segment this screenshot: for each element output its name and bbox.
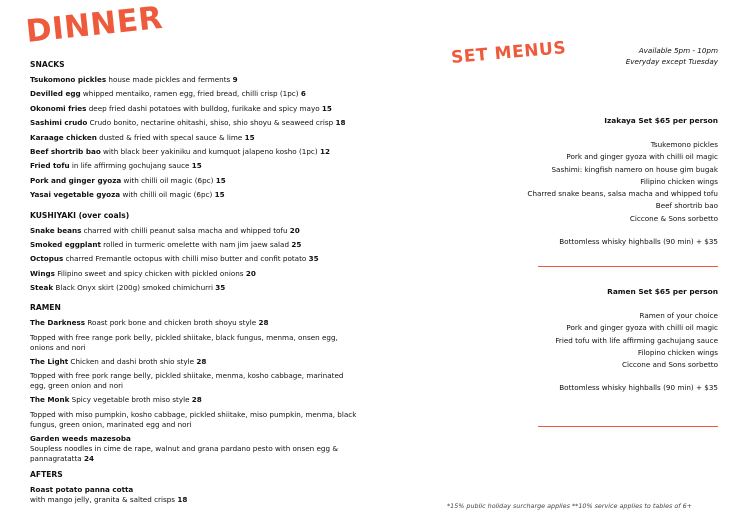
dinner-menu bbox=[30, 60, 360, 509]
menu-item-panna-cotta bbox=[30, 485, 360, 505]
item-price: 25 bbox=[291, 239, 302, 249]
item-price: 28 bbox=[196, 356, 207, 366]
item-name: Beef shortrib bao bbox=[30, 146, 101, 156]
divider bbox=[538, 266, 718, 267]
item-name: Snake beans bbox=[30, 225, 82, 235]
menu-item bbox=[30, 118, 360, 128]
item-desc: Spicy vegetable broth miso style bbox=[69, 395, 192, 405]
item-toppings: Topped with free pork range belly, pickled shiitake, menma, kosho cabbage, marinated egg, green onion and nori bbox=[30, 371, 344, 391]
item-name: Sashimi crudo bbox=[30, 118, 88, 128]
item-price: 15 bbox=[215, 175, 226, 185]
snacks-heading: SNACKS bbox=[30, 60, 65, 69]
item-price: 15 bbox=[191, 161, 202, 171]
item-desc: charred with chilli peanut salsa macha and whipped tofu bbox=[81, 225, 290, 235]
item-name: Smoked eggplant bbox=[30, 239, 101, 249]
menu-item bbox=[30, 89, 360, 99]
item-name: Karaage chicken bbox=[30, 132, 97, 142]
afters-heading: AFTERS bbox=[30, 470, 63, 480]
menu-item bbox=[30, 104, 360, 114]
menu-item bbox=[30, 395, 360, 405]
kushiyaki-heading: KUSHIYAKI (over coals) bbox=[30, 210, 130, 220]
set-menu-item: Tsukemono pickles bbox=[650, 140, 718, 149]
menu-item bbox=[30, 147, 360, 157]
izakaya-set-extra: Bottomless whisky highballs (90 min) + $35 bbox=[559, 237, 718, 247]
item-price: 9 bbox=[232, 75, 238, 84]
set-menu-item: Sashimi: kingfish namero on house gim bugak bbox=[551, 164, 718, 174]
item-name: Steak bbox=[30, 283, 54, 293]
item-desc: Black Onyx skirt (200g) smoked chimichurri bbox=[53, 283, 216, 293]
item-name: Garden weeds mazesoba bbox=[30, 433, 131, 443]
item-price: 20 bbox=[245, 268, 256, 278]
ramen-set-items bbox=[555, 310, 718, 371]
item-price: 35 bbox=[308, 254, 319, 264]
set-menu-item: Filipino chicken wings bbox=[640, 176, 718, 186]
item-price: 28 bbox=[258, 318, 269, 328]
item-price: 28 bbox=[191, 395, 202, 405]
item-price: 6 bbox=[300, 89, 306, 99]
item-name: Tsukomono pickles bbox=[30, 75, 107, 84]
set-menu-item: Beef shortrib bao bbox=[655, 201, 718, 211]
item-name: Fried tofu bbox=[30, 161, 70, 171]
item-name: Roast potato panna cotta bbox=[30, 485, 134, 495]
izakaya-set-items bbox=[527, 139, 718, 225]
item-price: 18 bbox=[335, 118, 346, 128]
ramen-set-title: Ramen Set $65 per person bbox=[607, 287, 718, 296]
item-desc: in life affirming gochujang sauce bbox=[69, 161, 192, 171]
item-desc: with mango jelly, granita & salted crisps bbox=[30, 495, 178, 505]
item-price: 15 bbox=[244, 132, 255, 142]
item-toppings: Topped with free range pork belly, pickled shiitake, black fungus, menma, onsen egg, onions and nori bbox=[30, 332, 338, 352]
menu-item bbox=[30, 133, 360, 143]
item-name: Pork and ginger gyoza bbox=[30, 175, 122, 185]
item-toppings: Topped with miso pumpkin, kosho cabbage, pickled shiitake, miso pumpkin, menma, black fungus, green onion, marinated egg and nori bbox=[30, 409, 357, 429]
divider bbox=[538, 426, 718, 427]
set-menu-item: Pork and ginger gyoza with chilli oil magic bbox=[566, 152, 718, 162]
item-price: 18 bbox=[177, 495, 188, 505]
menu-item bbox=[30, 176, 360, 186]
set-menu-item: Charred snake beans, salsa macha and whipped tofu bbox=[527, 189, 718, 199]
kushiyaki-list bbox=[30, 226, 360, 294]
menu-item bbox=[30, 357, 360, 367]
item-price: 20 bbox=[289, 225, 300, 235]
item-desc: with black beer yakiniku and kumquot jalapeno kosho (1pc) bbox=[100, 146, 320, 156]
item-desc: with chilli oil magic (6pc) bbox=[120, 190, 215, 200]
set-menu-item: Fried tofu with life affirming gachujang sauce bbox=[555, 335, 718, 345]
item-price: 15 bbox=[321, 103, 332, 113]
item-name: The Darkness bbox=[30, 318, 86, 328]
menu-item bbox=[30, 226, 360, 236]
item-desc: deep fried dashi potatoes with bulldog, furikake and spicy mayo bbox=[86, 103, 322, 113]
ramen-heading: RAMEN bbox=[30, 303, 61, 313]
availability-days: Everyday except Tuesday bbox=[625, 57, 718, 66]
menu-item bbox=[30, 283, 360, 293]
item-desc: Chicken and dashi broth shio style bbox=[68, 356, 197, 366]
item-desc: Filipino sweet and spicy chicken with pickled onions bbox=[54, 268, 246, 278]
item-desc: Roast pork bone and chicken broth shoyu style bbox=[85, 318, 259, 328]
item-price: 15 bbox=[214, 190, 225, 200]
menu-item bbox=[30, 75, 360, 85]
menu-item bbox=[30, 254, 360, 264]
menu-item bbox=[30, 318, 360, 328]
menu-item-garden-weeds bbox=[30, 434, 360, 464]
item-price: 24 bbox=[83, 453, 94, 463]
snacks-list bbox=[30, 75, 360, 200]
availability bbox=[626, 45, 718, 67]
menu-item bbox=[30, 190, 360, 200]
availability-hours: Available 5pm - 10pm bbox=[638, 46, 718, 55]
set-menu-item: Ciccone and Sons sorbetto bbox=[621, 360, 718, 370]
dinner-title: DINNER bbox=[24, 0, 165, 51]
set-menu-item: Filopino chicken wings bbox=[637, 347, 718, 357]
item-name: Devilled egg bbox=[30, 89, 81, 99]
menu-item bbox=[30, 240, 360, 250]
item-name: Octopus bbox=[30, 254, 64, 264]
item-desc: house made pickles and ferments bbox=[106, 75, 233, 84]
item-desc: rolled in turmeric omelette with nam jim jaew salad bbox=[100, 239, 292, 249]
item-name: Yasai vegetable gyoza bbox=[30, 190, 121, 200]
item-desc: whipped mentaiko, ramen egg, fried bread, chilli crisp (1pc) bbox=[80, 89, 301, 99]
ramen-set-extra: Bottomless whisky highballs (90 min) + $35 bbox=[559, 383, 718, 393]
item-desc: Crudo bonito, nectarine ohitashi, shiso, shio shoyu & seaweed crisp bbox=[87, 118, 336, 128]
item-price: 35 bbox=[215, 283, 226, 293]
ramen-list bbox=[30, 318, 360, 429]
item-price: 12 bbox=[319, 146, 330, 156]
item-name: Okonomi fries bbox=[30, 103, 87, 113]
item-name: The Light bbox=[30, 356, 69, 366]
menu-item bbox=[30, 161, 360, 171]
menu-item bbox=[30, 269, 360, 279]
item-name: The Monk bbox=[30, 395, 70, 405]
set-menu-item: Ramen of your choice bbox=[639, 311, 718, 320]
item-desc: with chilli oil magic (6pc) bbox=[121, 175, 216, 185]
izakaya-set-title: Izakaya Set $65 per person bbox=[604, 116, 718, 125]
item-desc: charred Fremantle octopus with chilli miso butter and confit potato bbox=[63, 254, 309, 264]
item-name: Wings bbox=[30, 268, 55, 278]
set-menu-item: Pork and ginger gyoza with chilli oil magic bbox=[566, 323, 718, 333]
item-desc: dusted & fried with specal sauce & lime bbox=[96, 132, 245, 142]
izakaya-set bbox=[527, 116, 718, 248]
footer-note: *15% public holiday surcharge applies **10% service applies to tables of 6+ bbox=[446, 502, 692, 510]
set-menu-item: Ciccone & Sons sorbetto bbox=[629, 213, 718, 223]
set-menus-title: SET MENUS bbox=[450, 38, 568, 68]
ramen-set bbox=[555, 287, 718, 395]
item-desc: Soupless noodles in cime de rape, walnut and grana pardano pesto with onsen egg & pannagratatta bbox=[30, 443, 338, 463]
